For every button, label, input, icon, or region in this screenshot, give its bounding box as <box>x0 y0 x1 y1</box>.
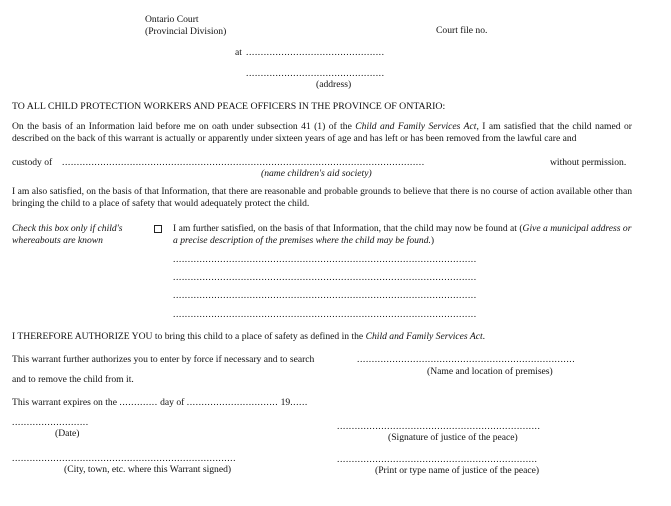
whereabouts-line-4[interactable]: ....................................................................................................... <box>173 309 477 320</box>
whereabouts-checkbox[interactable] <box>154 225 162 233</box>
enter-force-text: This warrant further authorizes you to enter by force if necessary and to search <box>12 354 315 365</box>
whereabouts-line-2[interactable]: ....................................................................................................... <box>173 272 477 283</box>
para1-post: , I am satisfied that the child named or described on the back of this warrant is actually or apparently under sixteen years of age and has left or has been removed from the lawful care and <box>12 121 632 144</box>
court-line-2: (Provincial Division) <box>145 26 227 37</box>
expires-year-prefix: 19 <box>280 397 291 408</box>
society-field[interactable]: ........................................................................................................................... <box>62 157 425 168</box>
further-paragraph <box>173 223 633 247</box>
city-caption: (City, town, etc. where this Warrant signed) <box>64 464 232 475</box>
addressee-heading: TO ALL CHILD PROTECTION WORKERS AND PEACE OFFICERS IN THE PROVINCE OF ONTARIO: <box>12 101 446 112</box>
expiry-line <box>12 397 308 409</box>
para1-pre: On the basis of an Information laid before me on oath under subsection 41 (1) of the <box>12 121 356 132</box>
premises-caption: (Name and location of premises) <box>427 366 553 377</box>
premises-field[interactable]: .......................................................................... <box>357 354 576 365</box>
address-caption: (address) <box>316 79 352 90</box>
information-paragraph <box>12 121 632 145</box>
expires-pre: This warrant expires on the <box>12 397 117 408</box>
expires-day-of: day of <box>160 397 185 408</box>
further-pre: I am further satisfied, on the basis of that Information, that the child may now be found at ( <box>173 223 523 234</box>
without-permission: without permission. <box>550 157 627 168</box>
date-caption: (Date) <box>55 428 80 439</box>
expiry-year-field[interactable]: ...... <box>290 397 308 408</box>
court-line-1: Ontario Court <box>145 14 199 25</box>
further-it-1: Give a municipal <box>522 223 589 234</box>
act-name: Child and Family Services Act <box>355 121 477 132</box>
whereabouts-line-3[interactable]: ....................................................................................................... <box>173 290 477 301</box>
expiry-month-field[interactable]: ............................... <box>186 397 279 408</box>
authorize-post: . <box>482 331 486 342</box>
further-it-2: address or a precise description of the premises where the child may be found. <box>173 223 632 246</box>
court-name <box>145 14 226 38</box>
authorize-pre: I THEREFORE AUTHORIZE YOU to bring this child to a place of safety as defined in the <box>12 331 366 342</box>
signature-field[interactable]: ..................................................................... <box>337 421 541 432</box>
remove-child-text: and to remove the child from it. <box>12 374 134 385</box>
check-note-line-2: whereabouts are known <box>12 235 103 246</box>
signature-caption: (Signature of justice of the peace) <box>388 432 518 443</box>
court-file-label: Court file no. <box>436 25 488 36</box>
address-line-1[interactable]: ............................................... <box>246 47 385 58</box>
city-field[interactable]: ............................................................................ <box>12 453 237 464</box>
check-note <box>12 223 123 247</box>
grounds-paragraph: I am also satisfied, on the basis of that Information, that there are reasonable and probable grounds to believe that there is no course of action available other than bringing the child to a place of safety that would adequately protect the child. <box>12 186 632 209</box>
address-line-2[interactable]: ............................................... <box>246 68 385 79</box>
custody-label: custody of <box>12 157 53 168</box>
date-field[interactable]: .......................... <box>12 417 89 428</box>
print-name-caption: (Print or type name of justice of the peace) <box>375 465 540 476</box>
whereabouts-line-1[interactable]: ....................................................................................................... <box>173 254 477 265</box>
check-note-line-1: Check this box only if child's <box>12 223 123 234</box>
print-name-field[interactable]: .................................................................... <box>337 454 538 465</box>
further-close: ) <box>430 235 435 246</box>
expiry-day-field[interactable]: ............. <box>119 397 158 408</box>
authorize-act: Child and Family Services Act <box>365 331 483 342</box>
society-caption: (name children's aid society) <box>261 168 372 179</box>
at-label: at <box>235 47 242 58</box>
authorization-statement <box>12 331 485 343</box>
